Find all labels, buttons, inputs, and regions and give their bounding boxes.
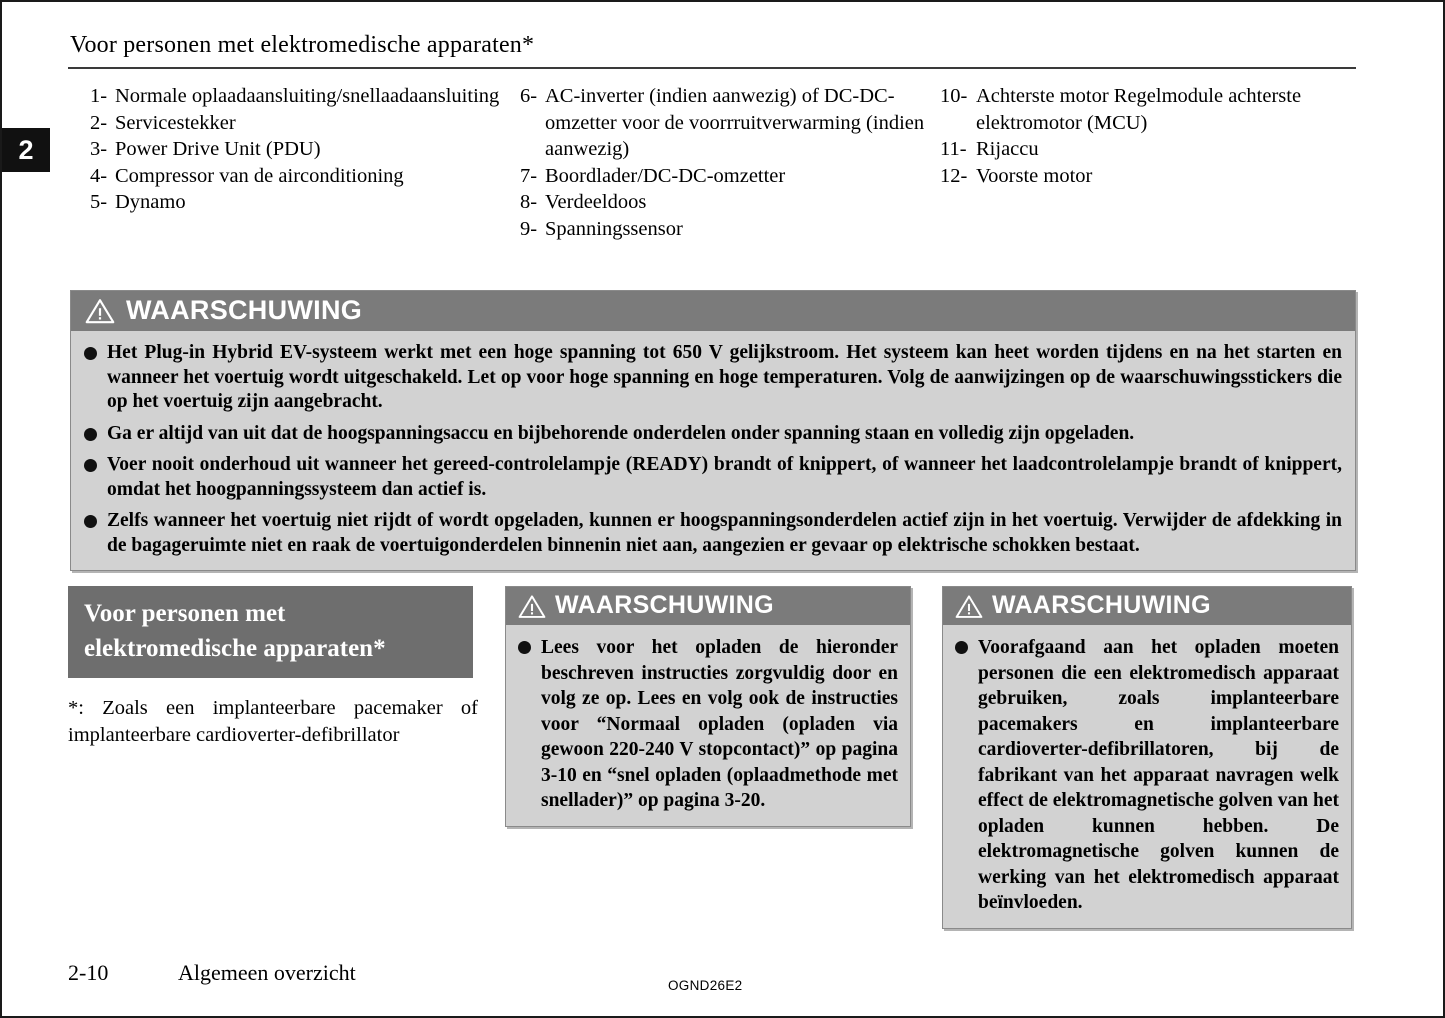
warning-bullet-text: Voorafgaand aan het opladen moeten personen die een elektromedisch apparaat gebruiken, zoals implanteerbare pacemakers en implanteerbare cardioverter-defibrillatoren, bij de fabrikant van het apparaat navragen welk effect de elektromagnetische golven van het opladen kunnen hebben. De elektromagnetische golven kunnen de werking van het elektromedisch apparaat beïnvloeden. <box>978 637 1339 913</box>
warning-bullet-text: Het Plug-in Hybrid EV-systeem werkt met een hoge spanning tot 650 V gelijkstroom. Het systeem kan heet worden tijdens en na het starten en wanneer het voertuig wordt uitgeschakeld. Let op voor hoge spanning en hoge temperaturen. Volg de aanwijzingen op de waarschuwingsstickers die op het voertuig zijn aangebracht. <box>107 342 1342 412</box>
legend-number: 12- <box>940 164 968 187</box>
page-footer <box>68 960 1358 993</box>
mid-warning-column <box>505 586 942 929</box>
legend-number: 9- <box>520 217 538 240</box>
legend-label: Voorste motor <box>976 164 1093 187</box>
section-title-banner <box>68 586 473 678</box>
list-item <box>90 163 520 190</box>
legend-number: 7- <box>520 164 538 187</box>
main-warning-box <box>70 290 1356 571</box>
medical-device-warning-box <box>942 586 1352 929</box>
legend-label: Dynamo <box>115 191 186 213</box>
list-item <box>84 509 1342 558</box>
legend-label: AC-inverter (indien aanwezig) of DC-DC-omzetter voor de voorrruitverwarming (indien aanwezig) <box>545 85 925 160</box>
page-title: Voor personen met elektromedische apparaten* <box>70 32 535 58</box>
warning-bullet-text: Lees voor het opladen de hieronder beschreven instructies zorgvuldig door en volg ze op. Lees en volg ook de instructies voor “Normaal opladen (opladen via gewoon 220-240 V stopcontact)” op pagina 3-10 en “snel opladen (oplaadmethode met snellader)” op pagina 3-20. <box>541 637 898 811</box>
warning-title: WAARSCHUWING <box>555 590 774 619</box>
bullet-icon <box>955 641 968 654</box>
legend-number: 1- <box>90 85 108 107</box>
legend-number: 3- <box>90 138 108 160</box>
warning-bullet-text: Zelfs wanneer het voertuig niet rijdt of wordt opgeladen, kunnen er hoogspanningsonderdelen actief zijn in het voertuig. Verwijder de afdekking in de bagageruimte niet en raak de voertuigonderdelen binnenin niet aan, aangezien er gevaar op elektrische schokken bestaat. <box>107 510 1342 556</box>
legend-column-3 <box>940 83 1340 242</box>
legend-number: 11- <box>940 138 967 160</box>
footer-page-number: 2-10 <box>68 960 109 985</box>
legend-label: Power Drive Unit (PDU) <box>115 138 321 160</box>
warning-header-bar <box>506 587 910 625</box>
footer-document-code: OGND26E2 <box>668 978 743 993</box>
legend-label: Servicestekker <box>115 111 236 134</box>
bullet-icon <box>84 459 97 472</box>
legend-number: 6- <box>520 85 538 107</box>
warning-title: WAARSCHUWING <box>992 590 1211 619</box>
warning-body <box>506 625 910 826</box>
page-content <box>68 32 1358 242</box>
lower-content-row <box>68 586 1358 929</box>
list-item <box>90 110 520 137</box>
warning-body <box>71 331 1355 570</box>
warning-title: WAARSCHUWING <box>126 294 363 325</box>
list-item <box>90 136 520 163</box>
warning-bullet-text: Voer nooit onderhoud uit wanneer het gereed-controlelampje (READY) brandt of knippert, of wanneer het laadcontrolelampje brandt of knippert, omdat het hoogpanningssysteem dan actief is. <box>107 454 1342 500</box>
warning-triangle-icon <box>518 594 546 619</box>
legend-number: 4- <box>90 164 108 187</box>
list-item <box>940 83 1340 136</box>
section-title-text: Voor personen met elektromedische apparaten* <box>84 600 386 662</box>
legend-label: Boordlader/DC-DC-omzetter <box>545 164 786 187</box>
legend-column-2 <box>520 83 940 242</box>
chapter-number: 2 <box>18 134 34 165</box>
warning-header-bar <box>71 291 1355 331</box>
section-footnote: *: Zoals een implanteerbare pacemaker of implanteerbare cardioverter-defibrillator <box>68 697 478 746</box>
component-legend-list <box>68 83 1358 242</box>
legend-number: 10- <box>940 85 968 107</box>
list-item <box>84 422 1342 447</box>
list-item <box>520 163 940 190</box>
warning-header-bar <box>943 587 1351 625</box>
legend-label: Normale oplaadaansluiting/snellaadaansluiting <box>115 85 500 107</box>
bullet-icon <box>84 515 97 528</box>
legend-label: Verdeeldoos <box>545 191 647 213</box>
list-item <box>520 189 940 216</box>
bullet-icon <box>518 641 531 654</box>
list-item <box>90 189 520 216</box>
list-item <box>84 453 1342 502</box>
warning-triangle-icon <box>85 298 115 324</box>
right-warning-column <box>942 586 1358 929</box>
charging-warning-box <box>505 586 911 827</box>
bullet-icon <box>84 347 97 360</box>
list-item <box>955 635 1339 916</box>
legend-label: Compressor van de airconditioning <box>115 164 404 187</box>
list-item <box>520 83 940 163</box>
chapter-tab-marker <box>2 128 50 172</box>
section-title-column <box>68 586 505 929</box>
warning-triangle-icon <box>955 594 983 619</box>
footer-chapter-title: Algemeen overzicht <box>178 960 356 985</box>
list-item <box>90 83 520 110</box>
bullet-icon <box>84 428 97 441</box>
legend-column-1 <box>68 83 520 242</box>
warning-bullet-text: Ga er altijd van uit dat de hoogspanningsaccu en bijbehorende onderdelen onder spanning staan en volledig zijn opgeladen. <box>107 422 1135 444</box>
legend-number: 5- <box>90 191 108 213</box>
legend-label: Achterste motor Regelmodule achterste elektromotor (MCU) <box>976 85 1302 134</box>
list-item <box>520 216 940 243</box>
legend-number: 2- <box>90 111 108 134</box>
warning-body <box>943 625 1351 928</box>
list-item <box>84 341 1342 415</box>
heading-divider <box>68 67 1356 69</box>
legend-label: Spanningssensor <box>545 217 683 240</box>
list-item <box>518 635 898 814</box>
list-item <box>940 136 1340 163</box>
legend-number: 8- <box>520 191 538 213</box>
list-item <box>940 163 1340 190</box>
legend-label: Rijaccu <box>976 138 1039 160</box>
